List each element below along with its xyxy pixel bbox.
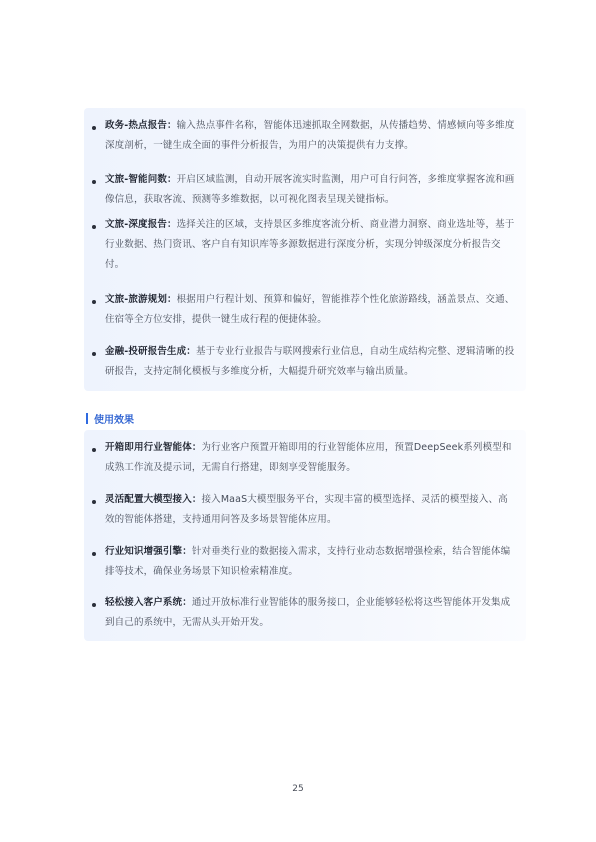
list-item-desc: 为行业客户预置开箱即用的行业智能体应用，预置DeepSeek系列模型和成熟工作流及提示词，无需自行搭建，即刻享受智能服务。 xyxy=(105,442,512,473)
bullet-icon xyxy=(92,448,96,452)
list-item-text xyxy=(105,116,517,156)
list-item-term: 文旅-深度报告： xyxy=(105,219,177,230)
bullet-icon xyxy=(92,500,96,504)
list-item-term: 开箱即用行业智能体： xyxy=(105,442,202,453)
list-item-desc: 通过开放标准行业智能体的服务接口，企业能够轻松将这些智能体开发集成到自己的系统中，无需从头开始开发。 xyxy=(105,597,511,628)
list-item-term: 政务-热点报告： xyxy=(105,120,177,131)
list-item-text xyxy=(105,290,517,330)
bullet-icon xyxy=(92,126,96,130)
list-item-desc: 输入热点事件名称，智能体迅速抓取全网数据，从传播趋势、情感倾向等多维度深度剖析，一键生成全面的事件分析报告，为用户的决策提供有力支撑。 xyxy=(105,120,515,151)
list-item-desc: 开启区域监测，自动开展客流实时监测，用户可自行问答，多维度掌握客流和画像信息，获取客流、预测等多维数据，以可视化图表呈现关键指标。 xyxy=(105,174,515,205)
bullet-icon xyxy=(92,300,96,304)
list-item-text xyxy=(105,342,517,382)
bullet-icon xyxy=(92,603,96,607)
scenario-panel xyxy=(84,108,526,391)
list-item-text xyxy=(105,542,517,582)
bullet-icon xyxy=(92,225,96,229)
list-item-desc: 基于专业行业报告与联网搜索行业信息，自动生成结构完整、逻辑清晰的投研报告，支持定制化模板与多维度分析，大幅提升研究效率与输出质量。 xyxy=(105,346,515,377)
bullet-icon xyxy=(92,180,96,184)
list-item-text xyxy=(105,593,517,633)
list-item-desc: 选择关注的区域，支持景区多维度客流分析、商业潜力洞察、商业选址等，基于行业数据、热门资讯、客户自有知识库等多源数据进行深度分析，实现分钟级深度分析报告交付。 xyxy=(105,219,515,270)
list-item-term: 金融-投研报告生成： xyxy=(105,346,196,357)
effects-panel xyxy=(84,430,526,641)
list-item-text xyxy=(105,215,517,275)
list-item-term: 文旅-旅游规划： xyxy=(105,294,177,305)
list-item-term: 文旅-智能问数： xyxy=(105,174,177,185)
list-item-term: 灵活配置大模型接入： xyxy=(105,494,202,505)
bullet-icon xyxy=(92,352,96,356)
list-item-text xyxy=(105,490,517,530)
section-accent-bar xyxy=(86,413,88,424)
bullet-icon xyxy=(92,552,96,556)
list-item-text xyxy=(105,438,517,478)
page-number: 25 xyxy=(292,784,304,794)
list-item-text xyxy=(105,170,517,210)
list-item-desc: 根据用户行程计划、预算和偏好，智能推荐个性化旅游路线，涵盖景点、交通、住宿等全方位安排，提供一键生成行程的便捷体验。 xyxy=(105,294,515,325)
list-item-term: 轻松接入客户系统： xyxy=(105,597,192,608)
list-item-desc: 针对垂类行业的数据接入需求，支持行业动态数据增强检索，结合智能体编排等技术，确保业务场景下知识检索精准度。 xyxy=(105,546,511,577)
list-item-term: 行业知识增强引擎： xyxy=(105,546,192,557)
section-heading xyxy=(86,411,134,425)
list-item-desc: 接入MaaS大模型服务平台，实现丰富的模型选择、灵活的模型接入、高效的智能体搭建，支持通用问答及多场景智能体应用。 xyxy=(105,494,508,525)
section-heading-label: 使用效果 xyxy=(94,414,134,426)
